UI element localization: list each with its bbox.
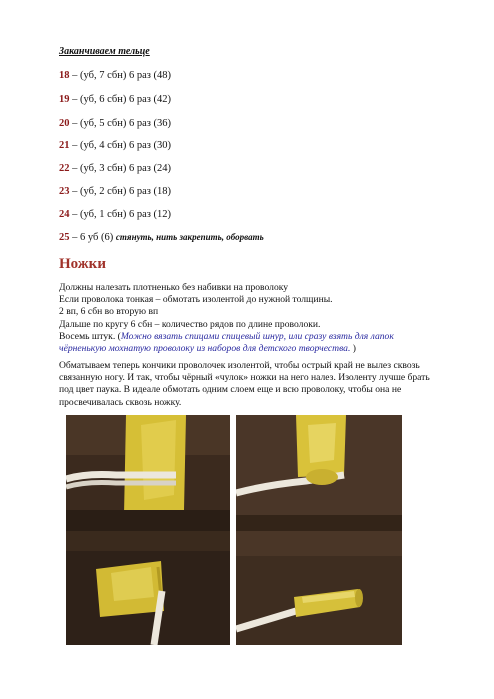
- row-text: – (уб, 2 сбн) 6 раз (18): [69, 186, 171, 197]
- pattern-row: [59, 94, 171, 105]
- instruction-line: Должны налезать плотненько без набивки на проволоку: [59, 282, 289, 293]
- row-text: – (уб, 7 сбн) 6 раз (48): [69, 70, 171, 81]
- count-line-2: чёрненькую мохнатую проволоку из наборов для детского творчества. ): [59, 343, 356, 355]
- instruction-line: Если проволока тонкая – обмотать изолентой до нужной толщины.: [59, 294, 333, 306]
- paragraph-line: Обматываем теперь кончики проволочек изолентой, чтобы острый край не вылез сквозь: [59, 360, 420, 371]
- row-text: – (уб, 4 сбн) 6 раз (30): [69, 140, 171, 151]
- pattern-row: [59, 163, 171, 174]
- pattern-row: [59, 118, 171, 129]
- photo-tape-wire-4: [236, 531, 402, 645]
- paragraph-line: просвечивалась сквозь ножку.: [59, 396, 182, 408]
- legs-instructions: [59, 282, 439, 355]
- row-number: 24: [59, 209, 70, 220]
- row-text: – (уб, 1 сбн) 6 раз (12): [69, 209, 171, 220]
- section-heading-legs: Ножки: [59, 256, 106, 272]
- section-subhead: Заканчиваем тельце: [59, 46, 150, 57]
- row-number: 22: [59, 163, 70, 174]
- pattern-row: [59, 209, 171, 220]
- instruction-line: 2 вп, 6 сбн во вторую вп: [59, 306, 159, 318]
- photo-tape-wire-2: [236, 415, 402, 538]
- note-text: чёрненькую мохнатую проволоку из наборов для детского творчества.: [59, 343, 351, 355]
- row-number: 25: [59, 232, 70, 243]
- photo-tape-wire-3: [66, 531, 230, 645]
- row-number: 19: [59, 94, 70, 105]
- row-text: – (уб, 3 сбн) 6 раз (24): [69, 163, 171, 174]
- row-number: 21: [59, 140, 70, 151]
- paragraph-line: связанную ногу. И так, чтобы чёрный «чулок» ножки на него налез. Изоленту лучше брать: [59, 372, 430, 384]
- instruction-line: Дальше по кругу 6 сбн – количество рядов по длине проволоки.: [59, 318, 321, 330]
- pattern-row: [59, 70, 171, 81]
- row-emphasis: стянуть, нить закрепить, оборвать: [115, 232, 264, 242]
- row-text: – (уб, 6 сбн) 6 раз (42): [69, 94, 171, 105]
- pattern-row: [59, 232, 264, 243]
- note-text: Можно вязать спицами спицевый шнур, или сразу взять для лапок: [120, 330, 394, 342]
- row-number: 23: [59, 186, 70, 197]
- row-text: – 6 уб (6): [69, 232, 116, 243]
- photo-tape-wire-1: [66, 415, 230, 538]
- count-line: Восемь штук. (Можно вязать спицами спицевый шнур, или сразу взять для лапок: [59, 330, 394, 342]
- wrapping-paragraph: [59, 360, 439, 409]
- pattern-row: [59, 140, 171, 151]
- row-number: 18: [59, 70, 70, 81]
- pattern-row: [59, 186, 171, 197]
- row-text: – (уб, 5 сбн) 6 раз (36): [69, 118, 171, 129]
- row-number: 20: [59, 118, 70, 129]
- paragraph-line: под цвет паука. В идеале обмотать одним слоем еще и всю проволоку, чтобы она не: [59, 384, 402, 396]
